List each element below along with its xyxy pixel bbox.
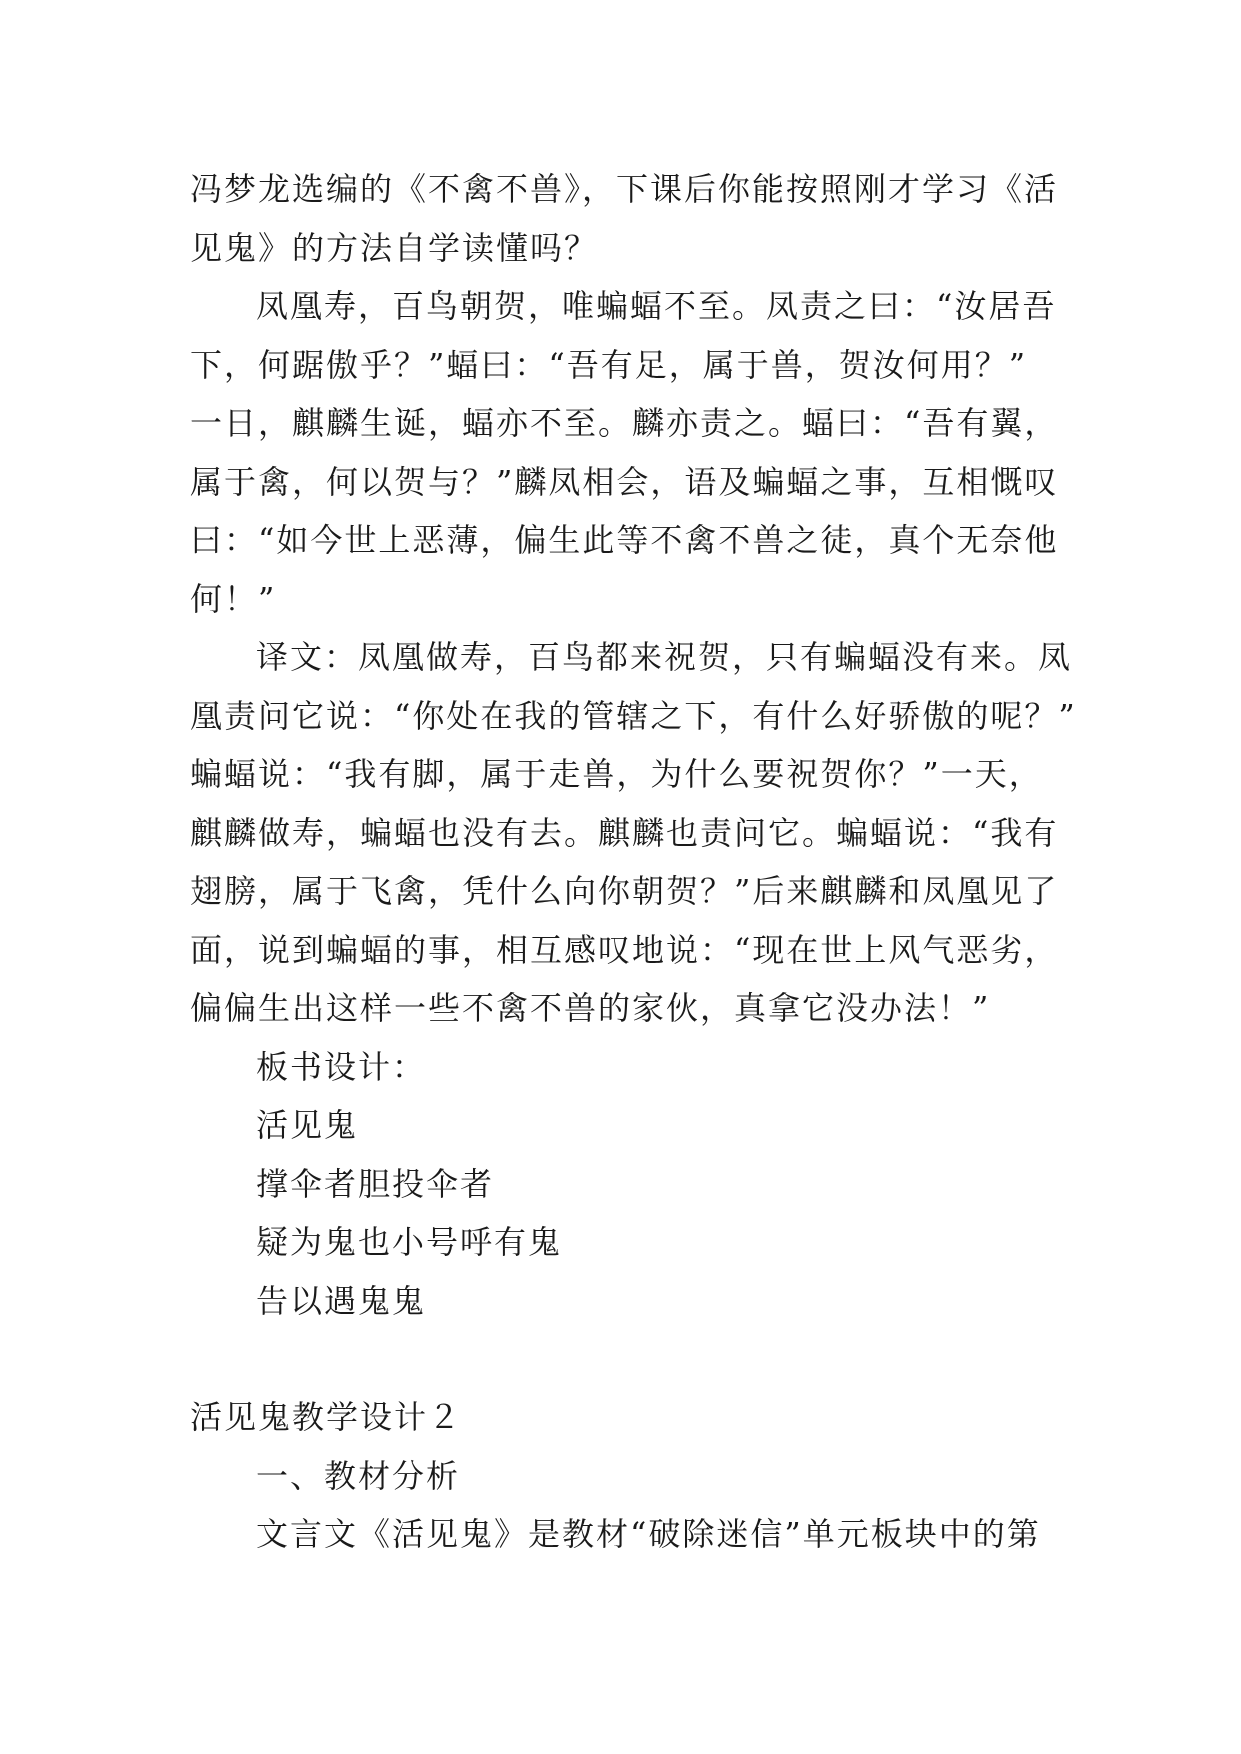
translation-line: 翅膀，属于飞禽，凭什么向你朝贺？”后来麒麟和凤凰见了 [190,872,1059,910]
translation-line: 译文：凤凰做寿，百鸟都来祝贺，只有蝙蝠没有来。凤 [256,638,1073,676]
translation-line: 面，说到蝙蝠的事，相互感叹地说：“现在世上风气恶劣， [190,930,1059,969]
original-text-line: 下，何踞傲乎？”蝠曰：“吾有足，属于兽，贺汝何用？” [190,345,1028,384]
translation-line: 麒麟做寿，蝙蝠也没有去。麒麟也责问它。蝙蝠说：“我有 [190,813,1059,852]
document-page [190,160,1077,1564]
intro-line: 见鬼》的方法自学读懂吗？ [190,228,599,267]
original-text-line: 属于禽，何以贺与？”麟凤相会，语及蝙蝠之事，互相慨叹 [190,462,1059,501]
section-spacer [190,1330,1070,1388]
board-design-line: 疑为鬼也小号呼有鬼 [256,1223,563,1261]
intro-line: 冯梦龙选编的《不禽不兽》，下课后你能按照刚才学习《活 [190,170,1059,208]
board-design-line: 活见鬼 [256,1106,359,1144]
board-design-line: 撑伞者胆投伞者 [256,1164,495,1203]
translation-line: 蝙蝠说：“我有脚，属于走兽，为什么要祝贺你？”一天， [190,755,1043,793]
original-text-line: 一日，麒麟生诞，蝠亦不至。麟亦责之。蝠曰：“吾有翼， [190,404,1059,442]
section-subheading: 一、教材分析 [256,1456,461,1495]
original-text-line: 凤凰寿，百鸟朝贺，唯蝙蝠不至。凤责之曰：“汝居吾 [256,287,1057,325]
paragraph-line: 文言文《活见鬼》是教材“破除迷信”单元板块中的第 [256,1515,1041,1553]
board-design-heading: 板书设计： [256,1047,427,1086]
translation-line: 凰责问它说：“你处在我的管辖之下，有什么好骄傲的呢？” [190,696,1077,735]
translation-line: 偏偏生出这样一些不禽不兽的家伙，真拿它没办法！” [190,989,991,1027]
section-title: 活见鬼教学设计２ [190,1398,463,1436]
original-text-line: 何！” [190,579,277,618]
original-text-line: 曰：“如今世上恶薄，偏生此等不禽不兽之徒，真个无奈他 [190,521,1059,559]
board-design-line: 告以遇鬼鬼 [256,1281,427,1320]
